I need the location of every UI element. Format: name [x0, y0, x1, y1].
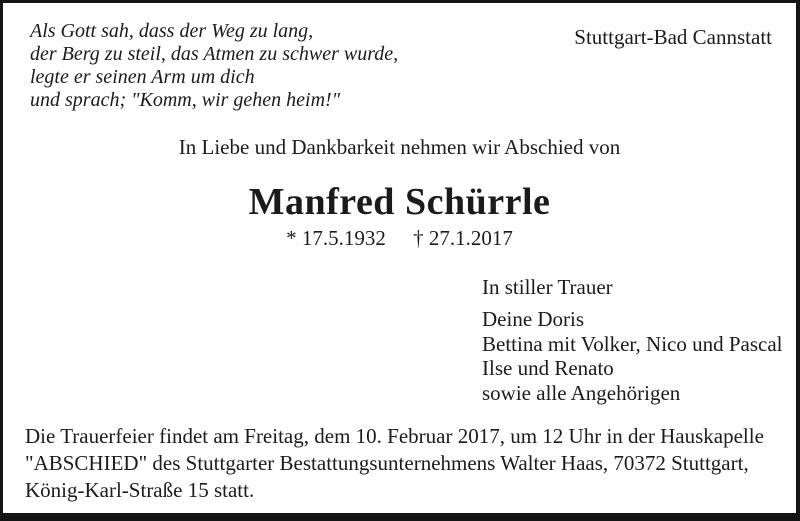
funeral-line-2: "ABSCHIED" des Stuttgarter Bestattungsunternehmens Walter Haas, 70372 Stuttgart, — [25, 451, 749, 475]
mourner-line-1: Deine Doris — [482, 307, 585, 331]
funeral-details — [25, 423, 764, 504]
funeral-line-3: König-Karl-Straße 15 statt. — [25, 478, 255, 502]
memorial-verse — [30, 20, 398, 112]
verse-line-2: der Berg zu steil, das Atmen zu schwer wurde, — [30, 43, 399, 65]
deceased-name: Manfred Schürrle — [248, 181, 551, 223]
mourners-heading: In stiller Trauer — [482, 275, 613, 299]
birth-date: * 17.5.1932 — [286, 226, 386, 250]
verse-line-4: und sprach; "Komm, wir gehen heim!" — [30, 89, 341, 111]
mourners-block — [482, 275, 783, 405]
mourner-line-2: Bettina mit Volker, Nico und Pascal — [482, 331, 783, 356]
life-dates — [3, 225, 796, 251]
intro-line: In Liebe und Dankbarkeit nehmen wir Abschied von — [178, 135, 621, 159]
verse-line-3: legte er seinen Arm um dich — [30, 66, 255, 88]
funeral-line-1: Die Trauerfeier findet am Freitag, dem 10. Februar 2017, um 12 Uhr in der Hauskapelle — [25, 424, 764, 448]
mourner-line-4: sowie alle Angehörigen — [482, 380, 681, 405]
death-date: † 27.1.2017 — [413, 226, 513, 250]
verse-line-1: Als Gott sah, dass der Weg zu lang, — [30, 20, 314, 42]
mourner-line-3: Ilse und Renato — [482, 356, 614, 380]
location-label: Stuttgart-Bad Cannstatt — [574, 25, 772, 49]
